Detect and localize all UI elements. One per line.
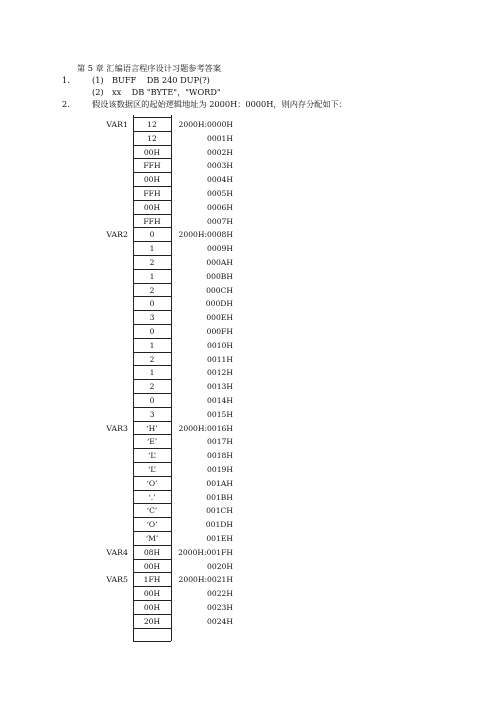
memory-cell-value: FFH xyxy=(143,161,161,171)
table-row-divider xyxy=(133,283,171,284)
table-row-divider xyxy=(133,628,171,629)
memory-address: 0013H xyxy=(207,382,233,392)
table-row-divider xyxy=(133,269,171,270)
variable-label: VAR1 xyxy=(106,120,128,129)
memory-address: 0019H xyxy=(207,465,233,474)
memory-cell-value: ‘H’ xyxy=(146,423,158,433)
memory-cell-value: ‘O’ xyxy=(146,478,158,488)
memory-cell-value: 08H xyxy=(143,547,161,557)
memory-cell-value: 1 xyxy=(149,368,155,378)
question-1-sub-1-answer: BUFF DB 240 DUP(?) xyxy=(112,75,210,85)
memory-cell-value: FFH xyxy=(143,189,161,198)
memory-address: 000DH xyxy=(205,299,233,309)
table-row-divider xyxy=(133,490,171,491)
table-row-divider xyxy=(133,214,171,215)
memory-address: 2000H:0016H xyxy=(178,423,233,433)
memory-cell-value: 2 xyxy=(149,258,155,267)
memory-address: 0011H xyxy=(207,354,233,364)
question-1-sub-2-label: (2) xyxy=(92,87,104,97)
table-row-divider xyxy=(133,586,171,587)
memory-address: 001DH xyxy=(205,520,233,530)
table-row-divider xyxy=(133,131,171,132)
table-row-divider xyxy=(133,434,171,435)
variable-label: VAR5 xyxy=(106,575,128,585)
memory-address: 0022H xyxy=(207,589,233,599)
memory-cell-value: ‘L’ xyxy=(147,465,157,474)
table-row-divider xyxy=(133,296,171,297)
memory-cell-value: 0 xyxy=(149,299,155,309)
memory-address: 2000H:0021H xyxy=(178,575,233,585)
table-row-divider xyxy=(133,255,171,256)
chapter-title: 第 5 章 汇编语言程序设计习题参考答案 xyxy=(77,63,222,73)
table-row-divider xyxy=(133,241,171,242)
table-row-divider xyxy=(133,338,171,339)
memory-address: 000EH xyxy=(206,313,233,323)
memory-address: 2000H:001FH xyxy=(178,547,233,557)
memory-address: 0018H xyxy=(207,451,233,461)
table-row-divider xyxy=(133,641,171,642)
memory-cell-value: 2 xyxy=(149,354,155,364)
table-row-divider xyxy=(133,476,171,477)
memory-address: 001BH xyxy=(206,492,233,502)
memory-cell-value: 1FH xyxy=(143,575,161,585)
memory-cell-value: ‘E’ xyxy=(146,437,158,447)
question-2-text: 假设该数据区的起始逻辑地址为 2000H：0000H，则内存分配如下： xyxy=(92,99,348,109)
table-row-divider xyxy=(133,531,171,532)
memory-address: 0015H xyxy=(207,409,233,419)
memory-address: 001CH xyxy=(206,506,233,516)
table-row-divider xyxy=(133,200,171,201)
memory-address: 0002H xyxy=(207,147,233,157)
table-row-divider xyxy=(133,448,171,449)
memory-cell-value: 3 xyxy=(149,409,155,419)
memory-address: 0005H xyxy=(207,189,233,198)
memory-cell-value: 00H xyxy=(143,589,161,599)
memory-address: 001AH xyxy=(206,478,233,488)
memory-address: 0003H xyxy=(207,161,233,171)
table-row-divider xyxy=(133,545,171,546)
memory-address: 0007H xyxy=(207,216,233,226)
memory-address: 0017H xyxy=(207,437,233,447)
table-row-divider xyxy=(133,186,171,187)
memory-address: 2000H:0008H xyxy=(178,230,233,240)
memory-cell-value: 00H xyxy=(143,147,161,157)
memory-cell-value: 0 xyxy=(149,327,155,336)
question-1-number: 1. xyxy=(62,75,70,85)
question-1-sub-1-label: (1) xyxy=(92,75,104,85)
memory-cell-value: ‘M’ xyxy=(145,534,159,543)
memory-cell-value: ‘O’ xyxy=(146,520,158,530)
memory-address: 0006H xyxy=(207,202,233,212)
memory-cell-value: ‘C’ xyxy=(146,506,158,516)
memory-address: 2000H:0000H xyxy=(178,120,233,129)
memory-cell-value: 20H xyxy=(143,616,161,626)
memory-cell-value: 0 xyxy=(149,230,155,240)
memory-cell-value: FFH xyxy=(143,216,161,226)
memory-address: 0023H xyxy=(207,603,233,612)
memory-address: 001EH xyxy=(206,534,233,543)
memory-address: 000CH xyxy=(206,285,233,295)
table-row-divider xyxy=(133,172,171,173)
memory-cell-value: ‘.’ xyxy=(148,492,156,502)
memory-cell-value: 1 xyxy=(149,244,155,254)
table-row-divider xyxy=(133,227,171,228)
memory-address: 0001H xyxy=(207,133,233,143)
memory-address: 000FH xyxy=(206,327,233,336)
memory-cell-value: 2 xyxy=(149,285,155,295)
memory-cell-value: 12 xyxy=(147,120,157,129)
memory-address: 0004H xyxy=(207,175,233,185)
variable-label: VAR2 xyxy=(106,230,128,240)
table-row-divider xyxy=(133,503,171,504)
memory-address: 0024H xyxy=(207,616,233,626)
memory-cell-value: 00H xyxy=(143,175,161,185)
table-row-divider xyxy=(133,158,171,159)
table-row-divider xyxy=(133,407,171,408)
table-row-divider xyxy=(133,324,171,325)
question-1-sub-2-answer: xx DB "BYTE"，"WORD" xyxy=(112,87,221,97)
memory-cell-value: 12 xyxy=(147,133,157,143)
memory-address: 0012H xyxy=(207,368,233,378)
memory-cell-value: 3 xyxy=(149,313,155,323)
variable-label: VAR3 xyxy=(106,423,128,433)
memory-cell-value: 00H xyxy=(143,603,161,612)
memory-address: 0014H xyxy=(207,396,233,405)
table-row-divider xyxy=(133,517,171,518)
table-row-divider xyxy=(133,379,171,380)
question-2-number: 2. xyxy=(62,99,70,109)
memory-cell-value: 00H xyxy=(143,561,161,571)
memory-cell-value: 00H xyxy=(143,202,161,212)
table-row-divider xyxy=(133,614,171,615)
table-row-divider xyxy=(133,310,171,311)
variable-label: VAR4 xyxy=(106,547,128,557)
memory-address: 000BH xyxy=(206,271,233,281)
table-row-divider xyxy=(133,365,171,366)
table-row-divider xyxy=(133,421,171,422)
memory-cell-value: 0 xyxy=(149,396,155,405)
memory-cell-value: 1 xyxy=(149,271,155,281)
memory-address: 000AH xyxy=(206,258,233,267)
table-row-divider xyxy=(133,145,171,146)
table-row-divider xyxy=(133,600,171,601)
memory-address: 0020H xyxy=(207,561,233,571)
memory-cell-value: ‘L’ xyxy=(147,451,157,461)
table-row-divider xyxy=(133,393,171,394)
memory-cell-value: 1 xyxy=(149,340,155,350)
table-row-divider xyxy=(133,572,171,573)
memory-address: 0009H xyxy=(207,244,233,254)
table-row-divider xyxy=(133,117,171,118)
table-row-divider xyxy=(133,559,171,560)
memory-address: 0010H xyxy=(207,340,233,350)
memory-cell-value: 2 xyxy=(149,382,155,392)
table-row-divider xyxy=(133,352,171,353)
table-row-divider xyxy=(133,462,171,463)
